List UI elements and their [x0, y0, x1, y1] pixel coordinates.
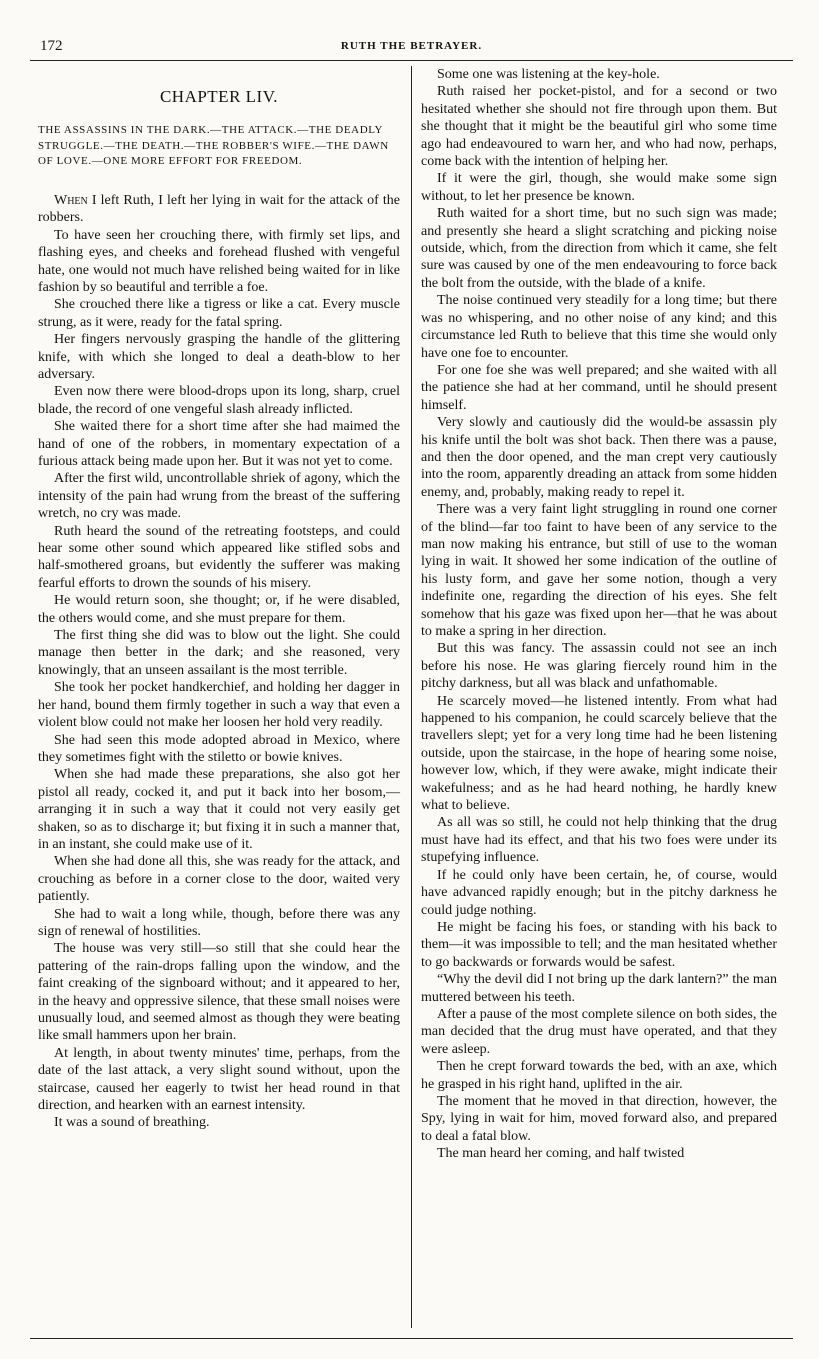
- paragraph: Then he crept forward towards the bed, with an axe, which he grasped in his right hand, uplifted in the air.: [421, 1059, 777, 1092]
- paragraph: Ruth raised her pocket-pistol, and for a second or two hesitated whether she should not fire through upon them. But she thought that it might be the beautiful girl who some time ago had endeavoured to warn her, and who had now, perhaps, come back with the intention of helping her.: [421, 84, 777, 170]
- footer-rule: [30, 1338, 793, 1339]
- opening-small-caps: When: [54, 192, 88, 208]
- paragraph: When she had done all this, she was ready for the attack, and crouching as before in a corner close to the door, waited very patiently.: [38, 854, 400, 905]
- paragraph: Very slowly and cautiously did the would-be assassin ply his knife until the bolt was shot back. Then there was a pause, and then the door opened, and the man crept very cautiously into the room, apparently dreading an attack from some hidden enemy, and, probably, making ready to repel it.: [421, 415, 777, 500]
- paragraph: She waited there for a short time after she had maimed the hand of one of the robbers, in momentary expectation of a furious attack being made upon her. But it was not yet to come.: [38, 419, 400, 469]
- paragraph: There was a very faint light struggling in round one corner of the blind—far too faint to have been of any service to the man now making his entrance, but still of use to the woman lying in wait. It showed her some indication of the outline of his lusty form, and gave her some notion, though a very indefinite one, regarding the direction of his eyes. She felt somehow that his gaze was fixed upon her—that he was about to make a spring in her direction.: [421, 502, 777, 639]
- paragraph: The house was very still—so still that she could hear the pattering of the rain-drops falling upon the window, and the faint creaking of the signboard without; and it appeared to her, in the heavy and oppressive silence, that these small noises were unusually loud, and seemed almost as though they were beating like small hammers upon her brain.: [38, 941, 400, 1044]
- paragraph: Her fingers nervously grasping the handle of the glittering knife, with which she longed to deal a death-blow to her adversary.: [38, 332, 400, 382]
- paragraph: For one foe she was well prepared; and she waited with all the patience she had at her command, until he should present himself.: [421, 362, 777, 413]
- left-column: [38, 66, 400, 1132]
- paragraph: But this was fancy. The assassin could not see an inch before his nose. He was glaring fiercely round him in the pitchy darkness, but all was black and unfathomable.: [421, 641, 777, 692]
- chapter-title: CHAPTER LIV.: [159, 87, 279, 106]
- paragraph: After the first wild, uncontrollable shriek of agony, which the intensity of the pain had wrung from the breast of the suffering wretch, no cry was made.: [38, 471, 400, 522]
- paragraph: Ruth waited for a short time, but no such sign was made; and presently she heard a slight scratching and picking noise outside, which, from the direction from which it came, she felt sure was caused by one of the men endeavouring to force back the bolt from the outside, with the blade of a knife.: [421, 206, 777, 291]
- column-divider: [411, 66, 412, 1328]
- paragraph: The moment that he moved in that direction, however, the Spy, lying in wait for him, moved forward also, and prepared to deal a fatal blow.: [421, 1093, 777, 1144]
- header-rule: [30, 60, 793, 61]
- chapter-summary: THE ASSASSINS IN THE DARK.—THE ATTACK.—THE DEADLY STRUGGLE.—THE DEATH.—THE ROBBER'S WIFE.—THE DAWN OF LOVE.—ONE MORE EFFORT FOR FREEDOM.: [38, 124, 389, 168]
- paragraph: She had seen this mode adopted abroad in Mexico, where they sometimes fight with the stiletto or bowie knives.: [38, 732, 400, 765]
- paragraph: The man heard her coming, and half twisted: [437, 1146, 685, 1162]
- paragraph: To have seen her crouching there, with firmly set lips, and flashing eyes, and cheeks and forehead flushed with vengeful hate, one would not much have relished being waited for in like fashion by so beautiful and terrible a foe.: [38, 227, 400, 295]
- paragraph: When she had made these preparations, she also got her pistol all ready, cocked it, and put it back into her bosom,—arranging it in such a way that it could not very easily get shaken, so as to discharge it; but fixing it in such a manner that, in an instant, she could make use of it.: [38, 767, 400, 852]
- paragraph: Some one was listening at the key-hole.: [437, 67, 660, 82]
- paragraph: It was a sound of breathing.: [54, 1115, 210, 1131]
- paragraph: “Why the devil did I not bring up the dark lantern?” the man muttered between his teeth.: [421, 972, 777, 1005]
- paragraph: She took her pocket handkerchief, and holding her dagger in her hand, bound them firmly together in such a way that even a violent blow could not make her loosen her hold very readily.: [38, 680, 400, 731]
- paragraph: She crouched there like a tigress or like a cat. Every muscle strung, as it were, ready for the fatal spring.: [38, 297, 400, 330]
- paragraph: He scarcely moved—he listened intently. From what had happened to his companion, he could scarcely believe that the travellers slept; yet for a very long time had he been listening outside, upon the staircase, in the hope of hearing some noise, however low, which, if they were awake, might indicate their wakefulness; and as he had heard nothing, he hardly knew what to believe.: [421, 693, 777, 814]
- paragraph: As all was so still, he could not help thinking that the drug must have had its effect, and that his two foes were under its stupefying influence.: [421, 815, 777, 866]
- page-number: 172: [40, 38, 63, 54]
- paragraph: He would return soon, she thought; or, if he were disabled, the others would come, and she must prepare for them.: [38, 593, 400, 626]
- paragraph: Ruth heard the sound of the retreating footsteps, and could hear some other sound which appeared like stifled sobs and half-smothered groans, but evidently the sufferer was making fearful efforts to drown the sounds of his misery.: [38, 523, 400, 591]
- paragraph: [38, 192, 400, 227]
- right-column: [421, 66, 777, 1163]
- paragraph: She had to wait a long while, though, before there was any sign of renewal of hostilities.: [38, 906, 400, 939]
- paragraph: He might be facing his foes, or standing with his back to them—it was impossible to tell; and the man hesitated whether to go backwards or forwards would be safest.: [421, 919, 777, 970]
- paragraph: After a pause of the most complete silence on both sides, the man decided that the drug must have operated, and that they were asleep.: [421, 1006, 777, 1057]
- paragraph: If it were the girl, though, she would make some sign without, to let her presence be known.: [421, 171, 777, 204]
- paragraph: The noise continued very steadily for a long time; but there was no whispering, and no other noise of any kind; and this circumstance led Ruth to believe that this time she would only have one foe to encounter.: [421, 293, 777, 361]
- paragraph: Even now there were blood-drops upon its long, sharp, cruel blade, the record of one vengeful slash already inflicted.: [38, 384, 400, 417]
- running-title: RUTH THE BETRAYER.: [340, 40, 483, 52]
- page-header: [30, 36, 793, 56]
- paragraph: The first thing she did was to blow out the light. She could manage then better in the dark; and she reasoned, very knowingly, that an unseen assailant is the most terrible.: [38, 628, 400, 678]
- paragraph: If he could only have been certain, he, of course, would have advanced rapidly enough; but in the pitchy darkness he could judge nothing.: [421, 867, 777, 918]
- paragraph-text: I left Ruth, I left her lying in wait for the attack of the robbers.: [38, 192, 400, 226]
- paragraph: At length, in about twenty minutes' time, perhaps, from the date of the last attack, a very slight sound without, upon the staircase, caused her eagerly to twist her head round in that direction, and hearken with an earnest intensity.: [38, 1045, 400, 1114]
